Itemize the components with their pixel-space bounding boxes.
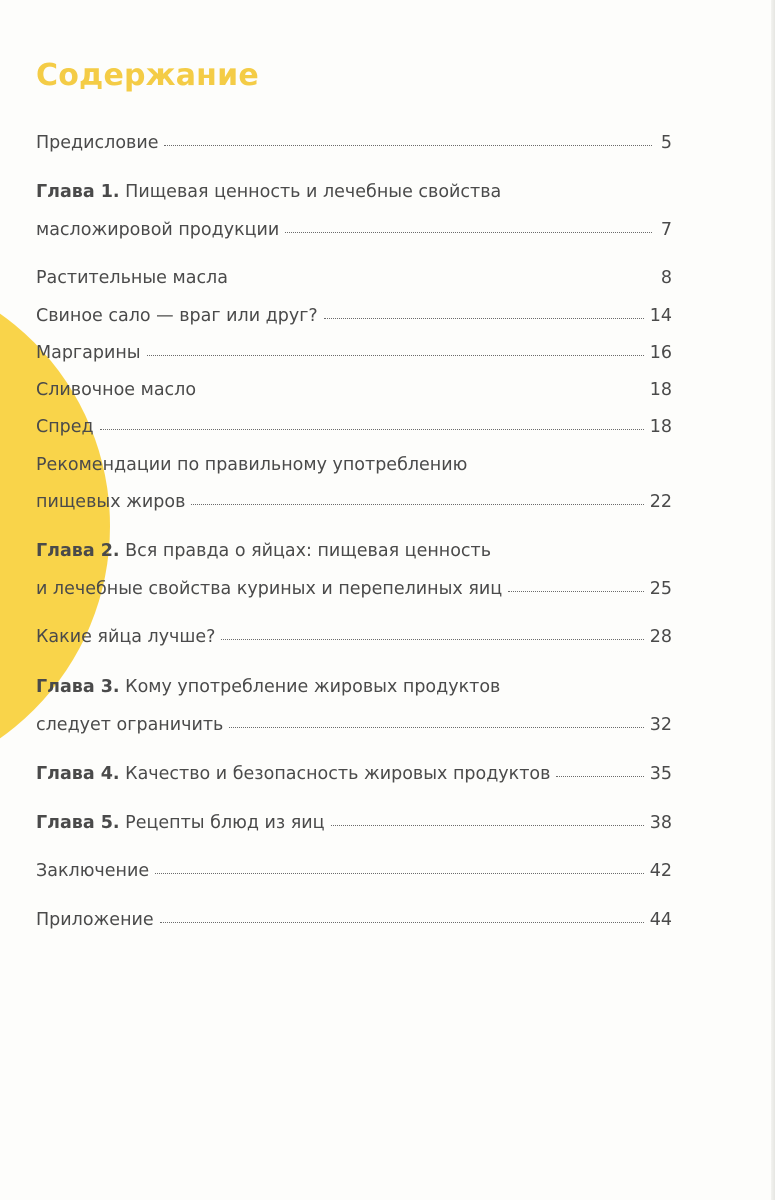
toc-page-number: 7 <box>660 220 672 240</box>
toc-entry-spred[interactable] <box>36 416 672 438</box>
toc-entry-glava-5[interactable] <box>36 812 672 834</box>
toc-leader-dots <box>147 354 644 356</box>
toc-leader-dots <box>221 638 643 640</box>
toc-leader-dots <box>100 428 644 430</box>
toc-leader-dots <box>331 824 644 826</box>
toc-entry-zaklyuchenie[interactable] <box>36 860 672 882</box>
toc-entry-rastitelnye-masla[interactable] <box>36 267 672 289</box>
toc-entry-glava-2-line1[interactable] <box>36 540 672 562</box>
page-title: Содержание <box>36 58 259 93</box>
toc-entry-svinoe-salo[interactable] <box>36 305 672 327</box>
toc-page-number: 8 <box>660 268 672 288</box>
toc-entry-rekomendacii-line2[interactable] <box>36 491 672 513</box>
toc-page-number: 18 <box>649 417 672 437</box>
toc-page-number: 18 <box>649 380 672 400</box>
toc-page-number: 44 <box>649 910 672 930</box>
toc-entry-label: следует ограничить <box>36 715 224 735</box>
toc-page-number: 38 <box>649 813 672 833</box>
chapter-prefix: Глава 4. <box>36 764 120 784</box>
chapter-prefix: Глава 2. <box>36 541 120 561</box>
toc-entry-prilozhenie[interactable] <box>36 909 672 931</box>
toc-entry-slivochnoe-maslo[interactable] <box>36 379 672 401</box>
toc-entry-label: пищевых жиров <box>36 492 186 512</box>
toc-leader-dots <box>191 503 643 505</box>
toc-entry-label: Приложение <box>36 910 154 930</box>
toc-leader-dots <box>202 391 644 393</box>
toc-leader-dots <box>285 231 652 233</box>
toc-entry-label: Свиное сало — враг или друг? <box>36 306 318 326</box>
chapter-prefix: Глава 5. <box>36 813 120 833</box>
toc-entry-label: Вся правда о яйцах: пищевая ценность <box>125 541 492 561</box>
toc-entry-label: масложировой продукции <box>36 220 280 240</box>
toc-entry-label: Заключение <box>36 861 150 881</box>
toc-page-number: 28 <box>649 627 672 647</box>
toc-entry-glava-4[interactable] <box>36 763 672 785</box>
toc-entry-label: Качество и безопасность жировых продуктов <box>125 764 551 784</box>
toc-entry-glava-3-line2[interactable] <box>36 714 672 736</box>
toc-leader-dots <box>155 872 644 874</box>
toc-leader-dots <box>229 726 643 728</box>
toc-entry-glava-1-line2[interactable] <box>36 219 672 241</box>
toc-entry-glava-3-line1[interactable] <box>36 676 672 698</box>
toc-entry-label: Предисловие <box>36 133 159 153</box>
toc-leader-dots <box>556 775 643 777</box>
toc-page-number: 25 <box>649 579 672 599</box>
toc-entry-label: Пищевая ценность и лечебные свойства <box>125 182 502 202</box>
toc-leader-dots <box>160 921 644 923</box>
toc-page-number: 32 <box>649 715 672 735</box>
toc-entry-kakie-yaica[interactable] <box>36 626 672 648</box>
toc-entry-glava-2-line2[interactable] <box>36 578 672 600</box>
toc-entry-label: Спред <box>36 417 94 437</box>
toc-page-number: 42 <box>649 861 672 881</box>
toc-leader-dots <box>234 279 652 281</box>
toc-entry-label: Рецепты блюд из яиц <box>125 813 325 833</box>
toc-page-number: 22 <box>649 492 672 512</box>
toc-entry-margariny[interactable] <box>36 342 672 364</box>
toc-entry-label: Сливочное масло <box>36 380 197 400</box>
toc-entry-label: Маргарины <box>36 343 141 363</box>
toc-entry-predislovie[interactable] <box>36 132 672 154</box>
toc-entry-label: Кому употребление жировых продуктов <box>125 677 501 697</box>
toc-page-number: 16 <box>649 343 672 363</box>
toc-leader-dots <box>508 590 644 592</box>
chapter-prefix: Глава 1. <box>36 182 120 202</box>
toc-page-number: 14 <box>649 306 672 326</box>
toc-entry-label: и лечебные свойства куриных и перепелиных яиц <box>36 579 503 599</box>
toc-page-number: 35 <box>649 764 672 784</box>
toc-entry-label: Растительные масла <box>36 268 228 288</box>
toc-entry-label: Рекомендации по правильному употреблению <box>36 455 468 475</box>
toc-page-number: 5 <box>660 133 672 153</box>
chapter-prefix: Глава 3. <box>36 677 120 697</box>
toc-entry-glava-1-line1[interactable] <box>36 181 672 203</box>
toc-entry-rekomendacii-line1[interactable] <box>36 454 672 476</box>
toc-leader-dots <box>164 144 652 146</box>
toc-entry-label: Какие яйца лучше? <box>36 627 216 647</box>
toc-leader-dots <box>324 317 644 319</box>
